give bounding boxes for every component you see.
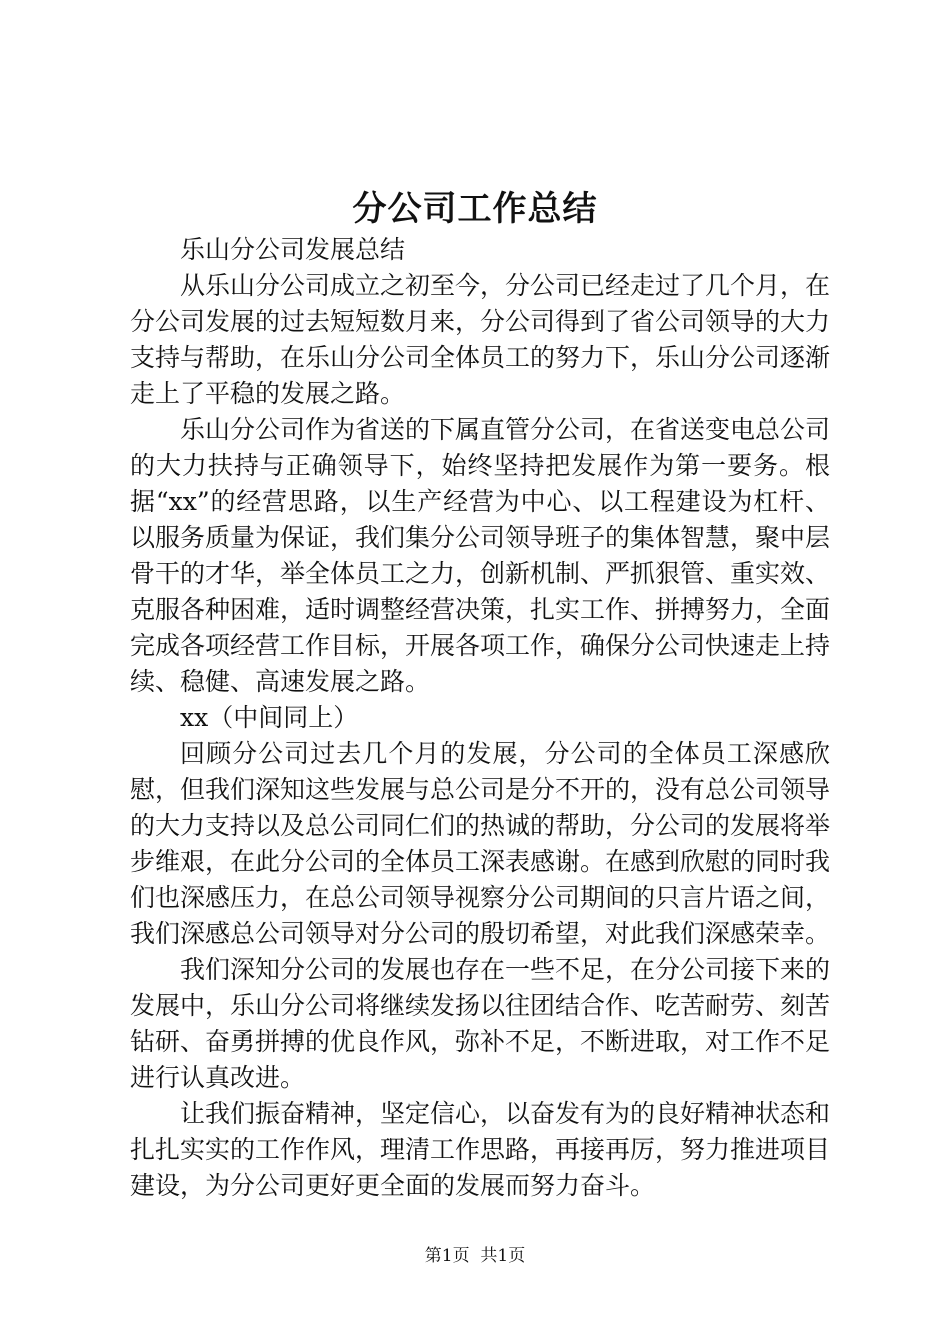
document-body [130,232,830,1204]
paragraph-1: 从乐山分公司成立之初至今，分公司已经走过了几个月，在分公司发展的过去短短数月来，分公司得到了省公司领导的大力支持与帮助，在乐山分公司全体员工的努力下，乐山分公司逐渐走上了平稳的发展之路。 [130,271,831,408]
paragraph-3: xx（中间同上） [180,703,359,732]
document-title: 分公司工作总结 [352,189,598,229]
paragraph-4: 回顾分公司过去几个月的发展，分公司的全体员工深感欣慰，但我们深知这些发展与总公司是分不开的，没有总公司领导的大力支持以及总公司同仁们的热诚的帮助，分公司的发展将举步维艰，在此分公司的全体员工深表感谢。在感到欣慰的同时我们也深感压力，在总公司领导视察分公司期间的只言片语之间，我们深感总公司领导对分公司的殷切希望，对此我们深感荣幸。 [130,739,831,948]
paragraph-2: 乐山分公司作为省送的下属直管分公司，在省送变电总公司的大力扶持与正确领导下，始终坚持把发展作为第一要务。根据“xx”的经营思路，以生产经营为中心、以工程建设为杠杆、以服务质量为保证，我们集分公司领导班子的集体智慧，聚中层骨干的才华，举全体员工之力，创新机制、严抓狠管、重实效、克服各种困难，适时调整经营决策，扎实工作、拼搏努力，全面完成各项经营工作目标，开展各项工作，确保分公司快速走上持续、稳健、高速发展之路。 [130,415,831,696]
page-number-current: 第1页 [424,1246,470,1266]
paragraph-6: 让我们振奋精神，坚定信心，以奋发有为的良好精神状态和扎扎实实的工作作风，理清工作思路，再接再厉，努力推进项目建设，为分公司更好更全面的发展而努力奋斗。 [130,1099,831,1200]
paragraph-subtitle: 乐山分公司发展总结 [180,235,406,264]
paragraph-5: 我们深知分公司的发展也存在一些不足，在分公司接下来的发展中，乐山分公司将继续发扬以往团结合作、吃苦耐劳、刻苦钻研、奋勇拼搏的优良作风，弥补不足，不断进取，对工作不足进行认真改进。 [130,955,831,1092]
page-footer [0,1244,950,1268]
page-number-total: 共1页 [480,1246,526,1266]
